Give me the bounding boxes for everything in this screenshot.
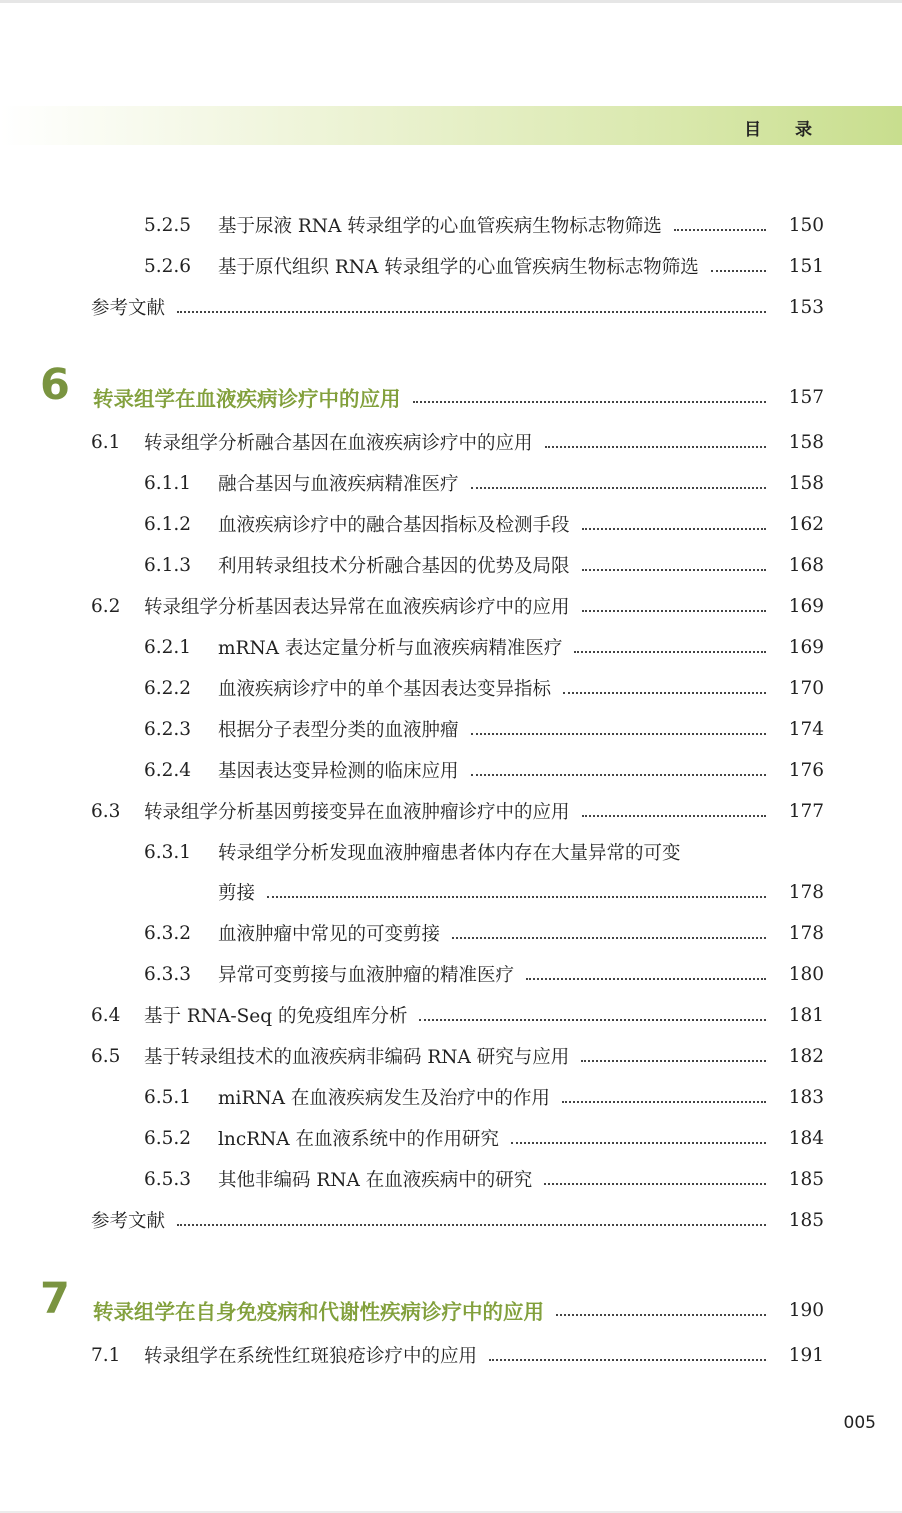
dot-leader <box>511 1141 766 1144</box>
entry-title: 融合基因与血液疾病精准医疗 <box>218 474 459 495</box>
entry-title: 转录组学在系统性红斑狼疮诊疗中的应用 <box>144 1346 478 1367</box>
dot-leader <box>563 691 766 694</box>
entry-page: 169 <box>788 595 824 617</box>
entry-page: 180 <box>788 963 824 985</box>
dot-leader <box>452 936 766 939</box>
toc-entry-6-2-4[interactable] <box>0 755 902 785</box>
header-band <box>0 106 902 145</box>
toc-entry-6-3-1[interactable] <box>0 837 902 867</box>
entry-page: 183 <box>788 1086 824 1108</box>
chapter-7-number: 7 <box>40 1274 70 1324</box>
entry-page: 185 <box>788 1168 824 1190</box>
entry-page: 174 <box>788 718 824 740</box>
entry-title: 参考文献 <box>91 1211 166 1232</box>
toc-entry-6-1-1[interactable] <box>0 468 902 498</box>
toc-entry-6-1-2[interactable] <box>0 509 902 539</box>
entry-title: 基于转录组技术的血液疾病非编码 RNA 研究与应用 <box>144 1047 570 1068</box>
dot-leader <box>267 895 766 898</box>
entry-title: 根据分子表型分类的血液肿瘤 <box>218 720 459 741</box>
chapter-title: 转录组学在自身免疫病和代谢性疾病诊疗中的应用 <box>93 1300 544 1324</box>
entry-number: 5.2.5 <box>144 214 192 236</box>
dot-leader <box>413 400 767 403</box>
dot-leader <box>581 1059 766 1062</box>
dot-leader <box>471 486 766 489</box>
entry-page: 153 <box>788 296 824 318</box>
entry-page: 190 <box>788 1299 824 1321</box>
entry-number: 6.2.3 <box>144 718 192 740</box>
entry-title: miRNA 在血液疾病发生及治疗中的作用 <box>218 1088 550 1109</box>
entry-title: 异常可变剪接与血液肿瘤的精准医疗 <box>218 965 515 986</box>
toc-entry-6-5-2[interactable] <box>0 1123 902 1153</box>
entry-page: 162 <box>788 513 824 535</box>
toc-entry-6-5-3[interactable] <box>0 1164 902 1194</box>
entry-page: 150 <box>788 214 824 236</box>
toc-entry-5-2-6[interactable] <box>0 251 902 281</box>
entry-page: 157 <box>788 386 824 408</box>
entry-page: 181 <box>788 1004 824 1026</box>
toc-entry-6-2-3[interactable] <box>0 714 902 744</box>
dot-leader <box>574 650 766 653</box>
entry-page: 185 <box>788 1209 824 1231</box>
entry-number: 6.1.2 <box>144 513 192 535</box>
dot-leader <box>545 445 766 448</box>
chapter-title: 转录组学在血液疾病诊疗中的应用 <box>93 387 401 411</box>
page-number: 005 <box>843 1413 876 1433</box>
entry-title: 转录组学分析发现血液肿瘤患者体内存在大量异常的可变 <box>218 843 681 864</box>
toc-chapter-6[interactable] <box>0 382 902 412</box>
dot-leader <box>582 609 766 612</box>
entry-title: 其他非编码 RNA 在血液疾病中的研究 <box>218 1170 533 1191</box>
entry-number: 6.5.3 <box>144 1168 192 1190</box>
toc-entry-6-5[interactable] <box>0 1041 902 1071</box>
chapter-6-number: 6 <box>40 360 70 410</box>
dot-leader <box>177 310 766 313</box>
entry-page: 178 <box>788 922 824 944</box>
toc-entry-references-5[interactable] <box>0 292 902 322</box>
entry-number: 6.4 <box>91 1004 121 1026</box>
entry-number: 6.2.2 <box>144 677 192 699</box>
entry-title: lncRNA 在血液系统中的作用研究 <box>218 1129 500 1150</box>
dot-leader <box>582 527 766 530</box>
entry-title: 转录组学分析基因表达异常在血液疾病诊疗中的应用 <box>144 597 570 618</box>
toc-entry-6-2-2[interactable] <box>0 673 902 703</box>
dot-leader <box>556 1313 766 1316</box>
entry-title: 基于尿液 RNA 转录组学的心血管疾病生物标志物筛选 <box>218 216 662 237</box>
entry-page: 170 <box>788 677 824 699</box>
entry-number: 6.3.1 <box>144 841 192 863</box>
entry-title: 基因表达变异检测的临床应用 <box>218 761 459 782</box>
entry-title: 利用转录组技术分析融合基因的优势及局限 <box>218 556 570 577</box>
dot-leader <box>562 1100 766 1103</box>
entry-page: 169 <box>788 636 824 658</box>
toc-entry-6-2[interactable] <box>0 591 902 621</box>
entry-number: 6.5 <box>91 1045 121 1067</box>
entry-number: 6.5.1 <box>144 1086 192 1108</box>
dot-leader <box>544 1182 766 1185</box>
dot-leader <box>582 568 766 571</box>
entry-number: 6.2.1 <box>144 636 192 658</box>
toc-entry-references-6[interactable] <box>0 1205 902 1235</box>
entry-title: 参考文献 <box>91 298 166 319</box>
entry-page: 178 <box>788 881 824 903</box>
entry-number: 5.2.6 <box>144 255 192 277</box>
entry-number: 6.1 <box>91 431 121 453</box>
toc-entry-6-3-2[interactable] <box>0 918 902 948</box>
entry-page: 184 <box>788 1127 824 1149</box>
entry-page: 151 <box>788 255 824 277</box>
entry-number: 6.3.3 <box>144 963 192 985</box>
toc-entry-6-1-3[interactable] <box>0 550 902 580</box>
dot-leader <box>177 1223 766 1226</box>
toc-entry-6-5-1[interactable] <box>0 1082 902 1112</box>
entry-title: 剪接 <box>218 883 256 904</box>
toc-chapter-7[interactable] <box>0 1295 902 1325</box>
entry-page: 158 <box>788 472 824 494</box>
entry-number: 6.1.3 <box>144 554 192 576</box>
entry-page: 176 <box>788 759 824 781</box>
entry-page: 191 <box>788 1344 824 1366</box>
entry-number: 6.3.2 <box>144 922 192 944</box>
dot-leader <box>489 1358 766 1361</box>
entry-page: 182 <box>788 1045 824 1067</box>
entry-number: 6.3 <box>91 800 121 822</box>
entry-title: 转录组学分析融合基因在血液疾病诊疗中的应用 <box>144 433 533 454</box>
dot-leader <box>419 1018 766 1021</box>
entry-title: 转录组学分析基因剪接变异在血液肿瘤诊疗中的应用 <box>144 802 570 823</box>
entry-title: 基于 RNA-Seq 的免疫组库分析 <box>144 1006 408 1027</box>
entry-page: 177 <box>788 800 824 822</box>
dot-leader <box>582 814 766 817</box>
entry-title: 血液疾病诊疗中的融合基因指标及检测手段 <box>218 515 570 536</box>
entry-number: 6.5.2 <box>144 1127 192 1149</box>
toc-entry-5-2-5[interactable] <box>0 210 902 240</box>
toc-entry-6-3[interactable] <box>0 796 902 826</box>
entry-number: 7.1 <box>91 1344 121 1366</box>
dot-leader <box>471 732 766 735</box>
entry-number: 6.1.1 <box>144 472 192 494</box>
dot-leader <box>674 228 766 231</box>
toc-entry-6-3-1-continuation[interactable] <box>0 877 902 907</box>
entry-title: 血液肿瘤中常见的可变剪接 <box>218 924 441 945</box>
entry-title: mRNA 表达定量分析与血液疾病精准医疗 <box>218 638 563 659</box>
dot-leader <box>471 773 766 776</box>
entry-number: 6.2.4 <box>144 759 192 781</box>
entry-page: 168 <box>788 554 824 576</box>
toc-entry-6-2-1[interactable] <box>0 632 902 662</box>
entry-title: 基于原代组织 RNA 转录组学的心血管疾病生物标志物筛选 <box>218 257 699 278</box>
toc-entry-6-3-3[interactable] <box>0 959 902 989</box>
running-header-title: 目 录 <box>744 120 826 140</box>
entry-page: 158 <box>788 431 824 453</box>
entry-title: 血液疾病诊疗中的单个基因表达变异指标 <box>218 679 552 700</box>
top-rule <box>0 0 902 3</box>
entry-number: 6.2 <box>91 595 121 617</box>
toc-entry-6-4[interactable] <box>0 1000 902 1030</box>
dot-leader <box>526 977 766 980</box>
dot-leader <box>711 269 766 272</box>
toc-entry-7-1[interactable] <box>0 1340 902 1370</box>
toc-entry-6-1[interactable] <box>0 427 902 457</box>
